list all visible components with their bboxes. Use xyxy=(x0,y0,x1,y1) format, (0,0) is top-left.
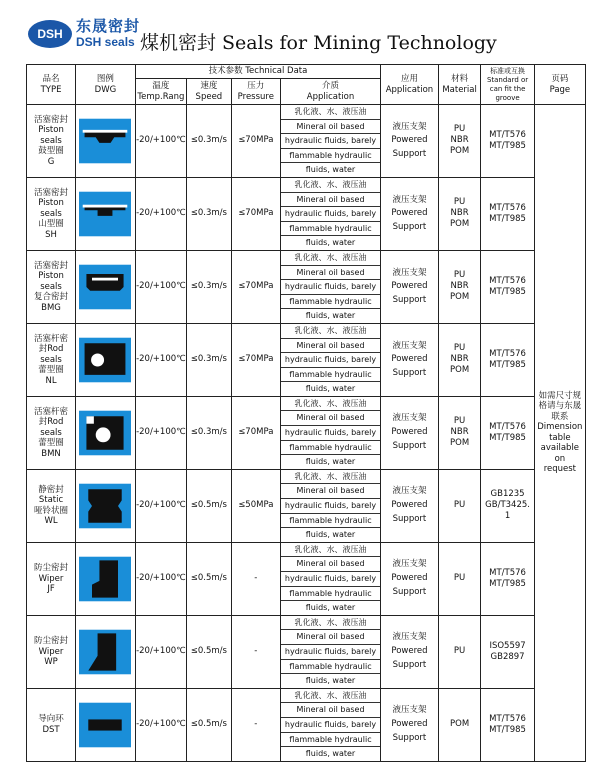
application-cell: 液压支架 Powered Support xyxy=(381,615,439,688)
logo-wordmark xyxy=(76,18,140,49)
type-cell: 活塞密封 Piston seals 复合密封 BMG xyxy=(27,250,76,323)
application-cell: 液压支架 Powered Support xyxy=(381,688,439,761)
application-cell: 液压支架 Powered Support xyxy=(381,469,439,542)
standard-cell: MT/T576 MT/T985 xyxy=(481,250,534,323)
speed-cell: ≤0.5m/s xyxy=(186,469,231,542)
material-cell: PU NBR POM xyxy=(438,177,481,250)
standard-cell: MT/T576 MT/T985 xyxy=(481,688,534,761)
table-row xyxy=(27,469,586,542)
type-cell: 防尘密封 Wiper JF xyxy=(27,542,76,615)
dwg-cell xyxy=(76,542,136,615)
temp-cell: -20/+100℃ xyxy=(135,250,186,323)
media-cell: 乳化液、水、液压油 Mineral oil based hydraulic fluids, barely flammable hydraulic fluids, water xyxy=(280,542,380,615)
wiper-wp-icon xyxy=(79,628,131,676)
application-cell: 液压支架 Powered Support xyxy=(381,396,439,469)
media-cell: 乳化液、水、液压油 Mineral oil based hydraulic fluids, barely flammable hydraulic fluids, water xyxy=(280,177,380,250)
table-row xyxy=(27,323,586,396)
type-cell: 活塞杆密 封Rod seals 蕾型圈 NL xyxy=(27,323,76,396)
table-row xyxy=(27,250,586,323)
wiper-jf-icon xyxy=(79,555,131,603)
temp-cell: -20/+100℃ xyxy=(135,469,186,542)
compound-seal-bmg-icon xyxy=(79,263,131,311)
dwg-cell xyxy=(76,177,136,250)
header-technical-data: 技术参数 Technical Data xyxy=(135,65,380,79)
dwg-cell xyxy=(76,250,136,323)
seals-table xyxy=(26,64,586,762)
rod-seal-bmn-icon xyxy=(79,409,131,457)
type-cell: 活塞密封 Piston seals 山型圈 SH xyxy=(27,177,76,250)
temp-cell: -20/+100℃ xyxy=(135,396,186,469)
logo-cn: 东晟密封 xyxy=(76,18,141,35)
type-cell: 活塞杆密 封Rod seals 蕾型圈 BMN xyxy=(27,396,76,469)
pressure-cell: ≤70MPa xyxy=(231,396,280,469)
header-speed: 速度 Speed xyxy=(186,79,231,105)
type-cell: 防尘密封 Wiper WP xyxy=(27,615,76,688)
drum-seal-g-icon xyxy=(79,117,131,165)
pressure-cell: - xyxy=(231,542,280,615)
material-cell: PU NBR POM xyxy=(438,105,481,178)
table-row xyxy=(27,177,586,250)
logo-en: DSH seals xyxy=(76,35,135,49)
media-cell: 乳化液、水、液压油 Mineral oil based hydraulic fluids, barely flammable hydraulic fluids, water xyxy=(280,396,380,469)
media-cell: 乳化液、水、液压油 Mineral oil based hydraulic fluids, barely flammable hydraulic fluids, water xyxy=(280,688,380,761)
material-cell: PU xyxy=(438,469,481,542)
header xyxy=(28,16,588,60)
dwg-cell xyxy=(76,615,136,688)
table-row xyxy=(27,542,586,615)
speed-cell: ≤0.3m/s xyxy=(186,177,231,250)
dwg-cell xyxy=(76,323,136,396)
pressure-cell: ≤70MPa xyxy=(231,177,280,250)
pressure-cell: ≤70MPa xyxy=(231,250,280,323)
header-application: 应用 Application xyxy=(381,65,439,105)
rod-seal-nl-icon xyxy=(79,336,131,384)
guide-ring-dst-icon xyxy=(79,701,131,749)
standard-cell: MT/T576 MT/T985 xyxy=(481,177,534,250)
media-cell: 乳化液、水、液压油 Mineral oil based hydraulic fluids, barely flammable hydraulic fluids, water xyxy=(280,105,380,178)
pressure-cell: - xyxy=(231,615,280,688)
material-cell: PU xyxy=(438,542,481,615)
temp-cell: -20/+100℃ xyxy=(135,323,186,396)
speed-cell: ≤0.5m/s xyxy=(186,615,231,688)
temp-cell: -20/+100℃ xyxy=(135,105,186,178)
type-cell: 活塞密封 Piston seals 鼓型圈 G xyxy=(27,105,76,178)
material-cell: PU NBR POM xyxy=(438,396,481,469)
speed-cell: ≤0.5m/s xyxy=(186,542,231,615)
standard-cell: ISO5597 GB2897 xyxy=(481,615,534,688)
temp-cell: -20/+100℃ xyxy=(135,688,186,761)
dwg-cell xyxy=(76,469,136,542)
application-cell: 液压支架 Powered Support xyxy=(381,177,439,250)
standard-cell: MT/T576 MT/T985 xyxy=(481,105,534,178)
standard-cell: GB1235 GB/T3425. 1 xyxy=(481,469,534,542)
dwg-cell xyxy=(76,396,136,469)
pressure-cell: ≤70MPa xyxy=(231,323,280,396)
speed-cell: ≤0.3m/s xyxy=(186,105,231,178)
temp-cell: -20/+100℃ xyxy=(135,615,186,688)
pressure-cell: ≤70MPa xyxy=(231,105,280,178)
header-pressure: 压力 Pressure xyxy=(231,79,280,105)
temp-cell: -20/+100℃ xyxy=(135,542,186,615)
page-note: 如需尺寸规 格请与东晟 联系 Dimension table available on request xyxy=(534,105,585,762)
media-cell: 乳化液、水、液压油 Mineral oil based hydraulic fluids, barely flammable hydraulic fluids, water xyxy=(280,323,380,396)
logo-mark: DSH xyxy=(28,20,72,48)
pressure-cell: ≤50MPa xyxy=(231,469,280,542)
material-cell: POM xyxy=(438,688,481,761)
mountain-seal-sh-icon xyxy=(79,190,131,238)
material-cell: PU xyxy=(438,615,481,688)
media-cell: 乳化液、水、液压油 Mineral oil based hydraulic fluids, barely flammable hydraulic fluids, water xyxy=(280,250,380,323)
static-seal-wl-icon xyxy=(79,482,131,530)
pressure-cell: - xyxy=(231,688,280,761)
table-row xyxy=(27,396,586,469)
media-cell: 乳化液、水、液压油 Mineral oil based hydraulic fluids, barely flammable hydraulic fluids, water xyxy=(280,469,380,542)
application-cell: 液压支架 Powered Support xyxy=(381,542,439,615)
speed-cell: ≤0.3m/s xyxy=(186,250,231,323)
application-cell: 液压支架 Powered Support xyxy=(381,323,439,396)
header-page: 页码 Page xyxy=(534,65,585,105)
header-temp: 温度 Temp.Rang xyxy=(135,79,186,105)
page-title: 煤机密封 Seals for Mining Technology xyxy=(140,32,497,54)
material-cell: PU NBR POM xyxy=(438,323,481,396)
speed-cell: ≤0.5m/s xyxy=(186,688,231,761)
application-cell: 液压支架 Powered Support xyxy=(381,250,439,323)
dwg-cell xyxy=(76,688,136,761)
table-row xyxy=(27,615,586,688)
standard-cell: MT/T576 MT/T985 xyxy=(481,323,534,396)
speed-cell: ≤0.3m/s xyxy=(186,323,231,396)
table-row xyxy=(27,688,586,761)
material-cell: PU NBR POM xyxy=(438,250,481,323)
application-cell: 液压支架 Powered Support xyxy=(381,105,439,178)
media-cell: 乳化液、水、液压油 Mineral oil based hydraulic fluids, barely flammable hydraulic fluids, water xyxy=(280,615,380,688)
header-standard: 标准或互换 Standard or can fit the groove xyxy=(481,65,534,105)
speed-cell: ≤0.3m/s xyxy=(186,396,231,469)
type-cell: 导向环 DST xyxy=(27,688,76,761)
header-material: 材料 Material xyxy=(438,65,481,105)
table-row xyxy=(27,105,586,178)
header-media: 介质 Application xyxy=(280,79,380,105)
header-type: 品名 TYPE xyxy=(27,65,76,105)
standard-cell: MT/T576 MT/T985 xyxy=(481,396,534,469)
header-dwg: 图例 DWG xyxy=(76,65,136,105)
temp-cell: -20/+100℃ xyxy=(135,177,186,250)
type-cell: 静密封 Static 哑铃状圈 WL xyxy=(27,469,76,542)
dwg-cell xyxy=(76,105,136,178)
standard-cell: MT/T576 MT/T985 xyxy=(481,542,534,615)
